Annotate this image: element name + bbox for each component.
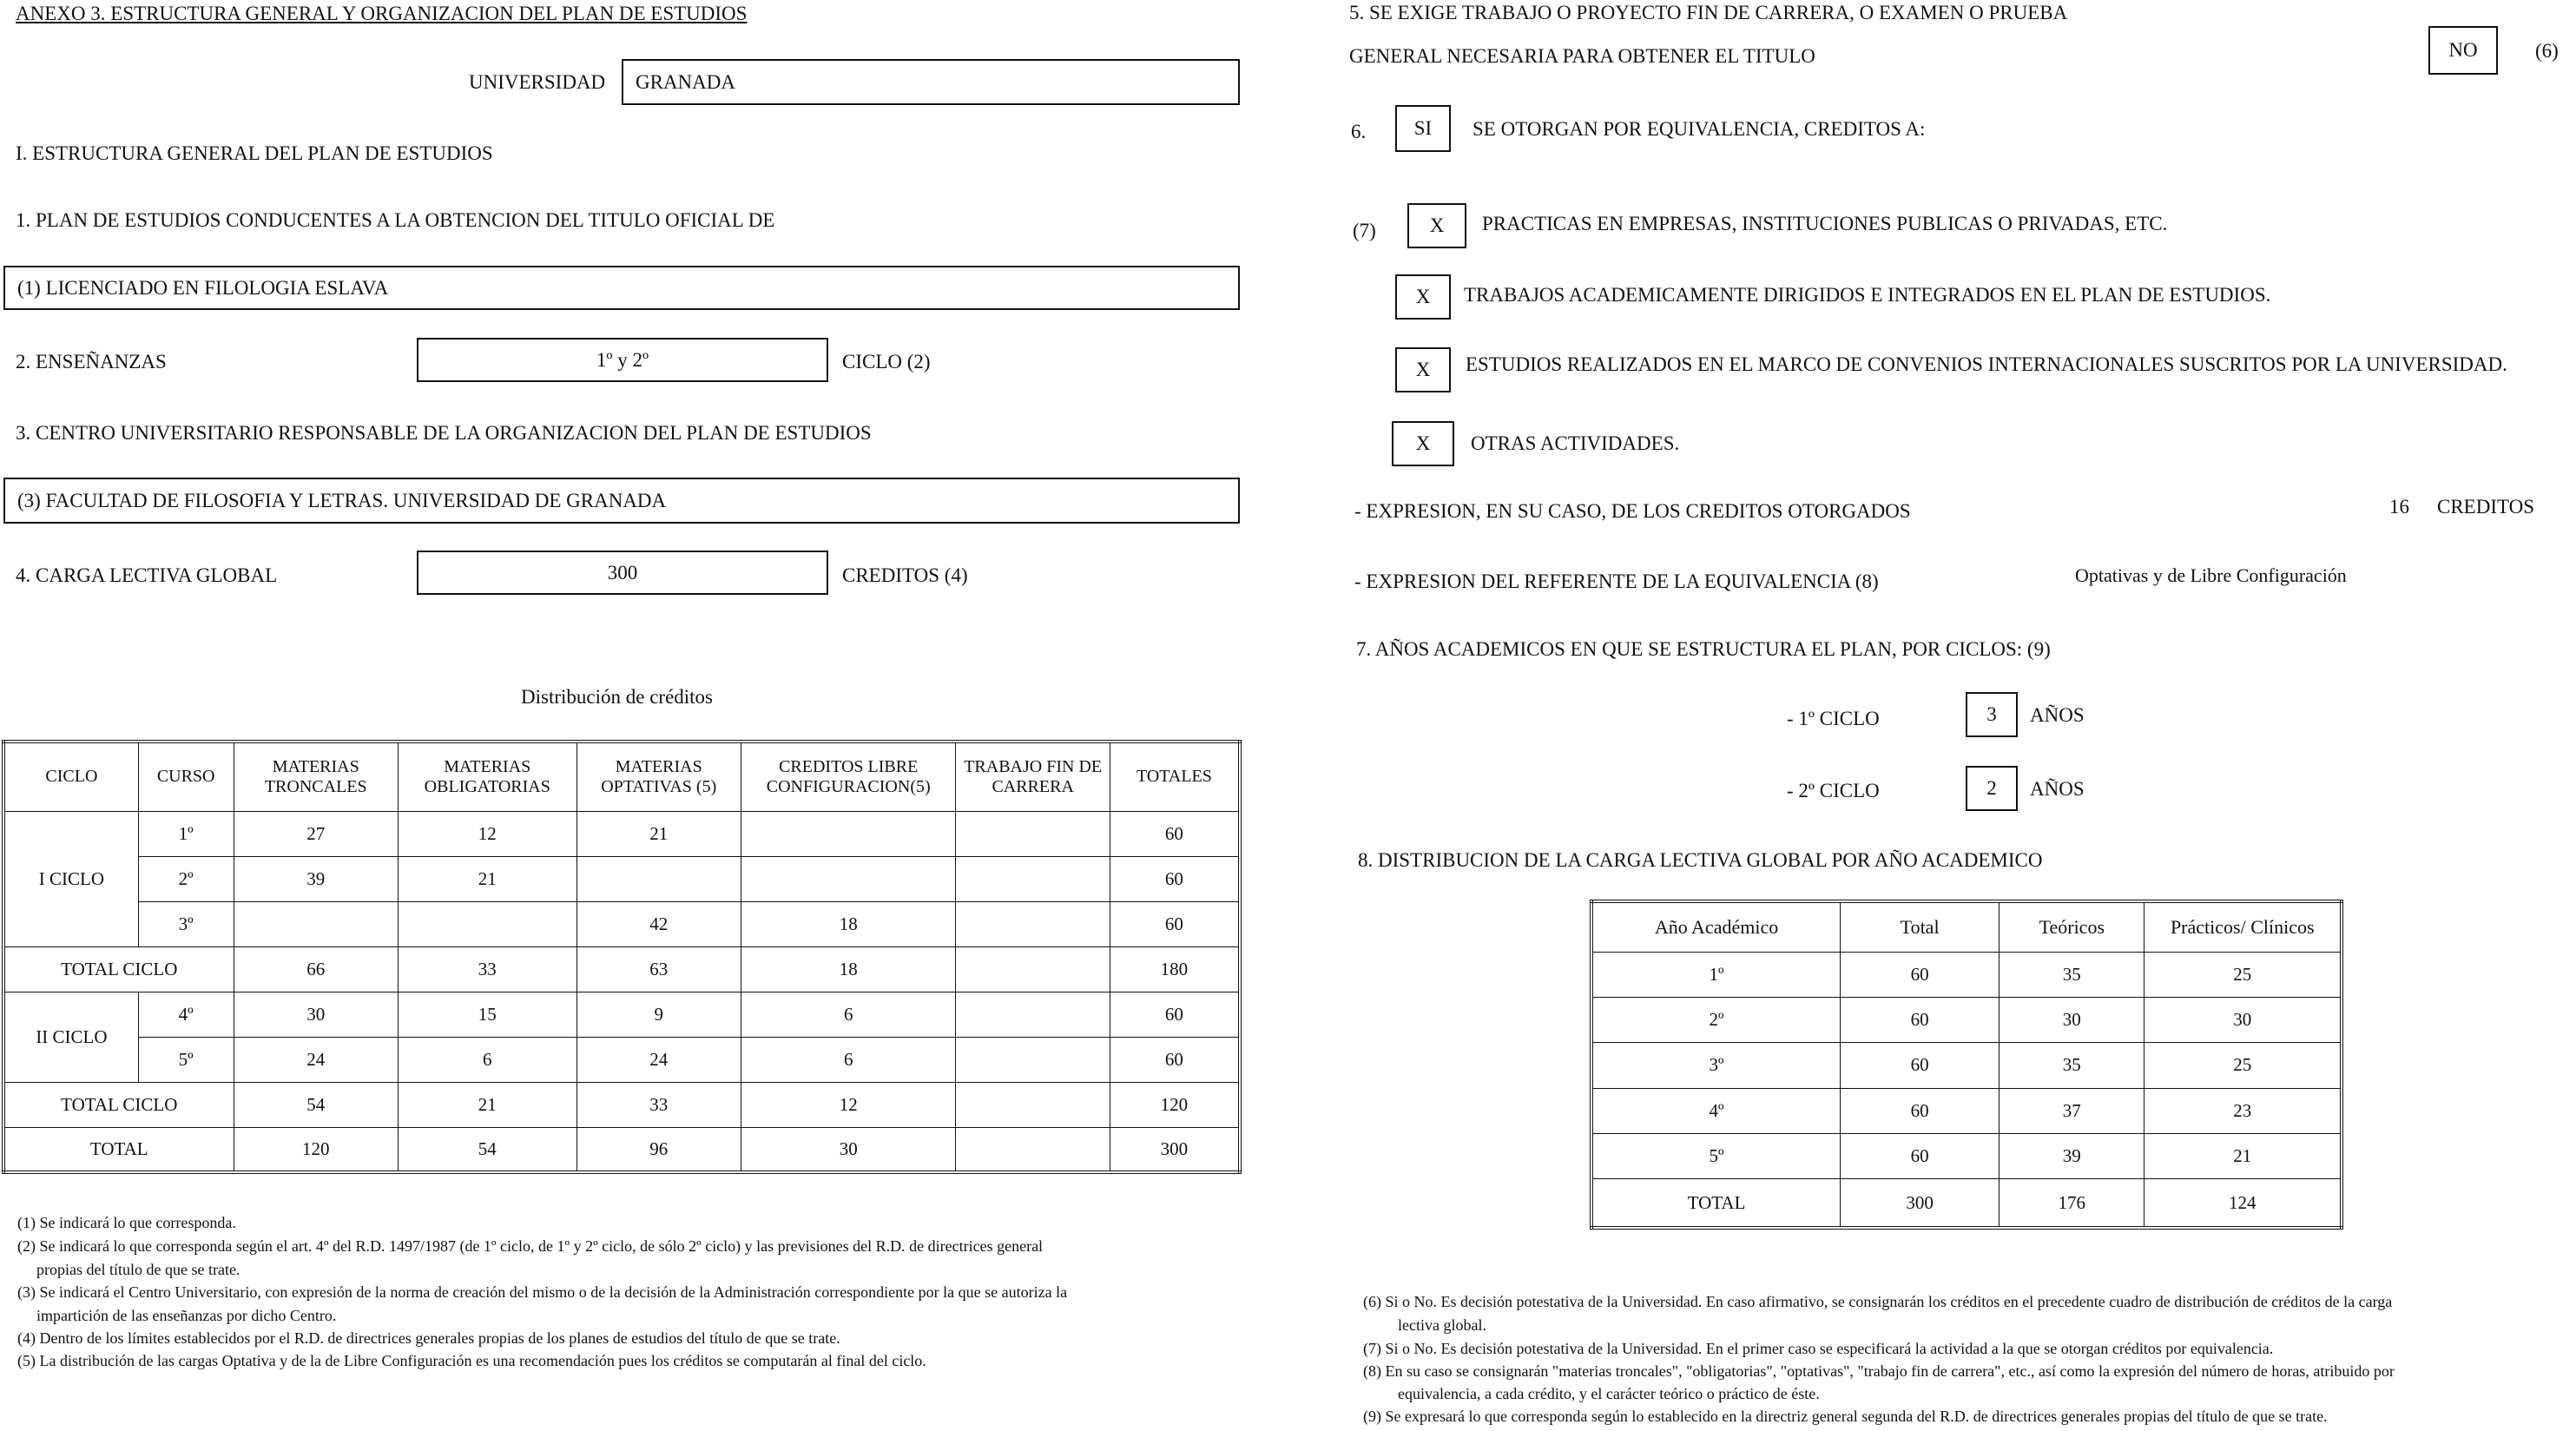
table-cell bbox=[956, 946, 1110, 992]
table-cell: 60 bbox=[1841, 998, 2000, 1043]
table-cell bbox=[956, 992, 1110, 1037]
ensenanzas-label: 2. ENSEÑANZAS bbox=[16, 351, 167, 373]
dist-title: Distribución de créditos bbox=[521, 686, 714, 708]
footnote-3-cont: impartición de las enseñanzas por dicho Centro. bbox=[36, 1307, 337, 1324]
credits-header-row bbox=[3, 742, 1240, 811]
table-cell: 60 bbox=[1841, 952, 2000, 997]
header-libre-config: CREDITOS LIBRE CONFIGURACION(5) bbox=[741, 742, 956, 811]
table-cell: 60 bbox=[1841, 1088, 2000, 1133]
check-mark: X bbox=[1429, 214, 1445, 236]
grand-total-row bbox=[1591, 1179, 2342, 1228]
table-row bbox=[1591, 998, 2342, 1043]
table-row bbox=[1591, 1088, 2342, 1133]
item7-number: (7) bbox=[1353, 220, 1376, 241]
table-cell bbox=[956, 1082, 1110, 1127]
ciclo1-years-box bbox=[1966, 692, 2018, 737]
table-cell: 120 bbox=[1110, 1082, 1240, 1127]
table-cell: 30 bbox=[741, 1127, 956, 1172]
table-cell: 180 bbox=[1110, 946, 1240, 992]
header-teoricos: Teóricos bbox=[2000, 901, 2144, 952]
footnote-3: (3) Se indicará el Centro Universitario, con expresión de la norma de creación del mismo o de la decisión de la Administración correspondiente por la que se autoriza la bbox=[17, 1283, 1068, 1301]
annex-title: ANEXO 3. ESTRUCTURA GENERAL Y ORGANIZACION DEL PLAN DE ESTUDIOS bbox=[16, 3, 748, 24]
header-optativas: MATERIAS OPTATIVAS (5) bbox=[576, 742, 741, 811]
footnote-4: (4) Dentro de los límites establecidos por el R.D. de directrices generales propias de los planes de estudios del título de que se trate. bbox=[17, 1329, 840, 1347]
table-cell: 39 bbox=[2000, 1133, 2144, 1178]
table-cell: 60 bbox=[1110, 992, 1240, 1037]
total-ciclo-row bbox=[3, 946, 1240, 992]
table-cell bbox=[234, 901, 398, 946]
table-cell: 39 bbox=[234, 856, 398, 901]
grand-total-row bbox=[3, 1127, 1240, 1172]
checkbox-practicas bbox=[1407, 203, 1466, 248]
footnote-2-cont: propias del título de que se trate. bbox=[36, 1261, 240, 1278]
footnote-7: (7) Si o No. Es decisión potestativa de la Universidad. En el primer caso se especificará la actividad a la que se otorgan créditos por equivalencia. bbox=[1363, 1340, 2274, 1357]
carga-suffix: CREDITOS (4) bbox=[842, 564, 968, 586]
ciclo1-cell: I CICLO bbox=[3, 811, 138, 946]
university-label: UNIVERSIDAD bbox=[469, 71, 606, 93]
curso-cell: 4º bbox=[138, 992, 234, 1037]
table-cell: 21 bbox=[398, 856, 576, 901]
table-cell: 96 bbox=[576, 1127, 741, 1172]
item6-number: 6. bbox=[1351, 121, 1367, 142]
header-total: Total bbox=[1841, 901, 2000, 952]
table-row bbox=[3, 901, 1240, 946]
university-value: GRANADA bbox=[636, 70, 735, 93]
item8-title: 8. DISTRIBUCION DE LA CARGA LECTIVA GLOBAL POR AÑO ACADEMICO bbox=[1358, 849, 2043, 871]
ciclo2-label: - 2º CICLO bbox=[1787, 780, 1880, 801]
total-ciclo-label: TOTAL CICLO bbox=[3, 1082, 234, 1127]
ciclo2-cell: II CICLO bbox=[3, 992, 138, 1082]
checkbox-otras bbox=[1392, 421, 1454, 466]
expr-creditos-unit: CREDITOS bbox=[2437, 496, 2535, 518]
check-mark: X bbox=[1415, 432, 1431, 454]
header-ano: Año Académico bbox=[1591, 901, 1841, 952]
table-cell: 21 bbox=[398, 1082, 576, 1127]
table-cell: 9 bbox=[576, 992, 741, 1037]
table-cell: 6 bbox=[741, 992, 956, 1037]
year-cell: 5º bbox=[1591, 1133, 1841, 1178]
carga-value: 300 bbox=[607, 561, 638, 584]
table-cell: 15 bbox=[398, 992, 576, 1037]
check-mark: X bbox=[1415, 359, 1431, 380]
item7-title: 7. AÑOS ACADEMICOS EN QUE SE ESTRUCTURA EL PLAN, POR CICLOS: (9) bbox=[1356, 638, 2051, 660]
table-cell: 60 bbox=[1110, 811, 1240, 856]
table-cell: 124 bbox=[2144, 1179, 2342, 1228]
table-cell: 35 bbox=[2000, 952, 2144, 997]
table-cell: 60 bbox=[1110, 901, 1240, 946]
table-cell: 30 bbox=[2144, 998, 2342, 1043]
item6-answer: SI bbox=[1413, 117, 1433, 139]
table-cell: 21 bbox=[2144, 1133, 2342, 1178]
section-i-heading: I. ESTRUCTURA GENERAL DEL PLAN DE ESTUDIOS bbox=[16, 142, 493, 164]
table-cell bbox=[956, 1127, 1110, 1172]
table-cell bbox=[956, 856, 1110, 901]
table-cell: 60 bbox=[1110, 856, 1240, 901]
carga-field bbox=[417, 551, 828, 595]
check-label-estudios: ESTUDIOS REALIZADOS EN EL MARCO DE CONVENIOS INTERNACIONALES SUSCRITOS POR LA UNIVERSIDAD. bbox=[1466, 353, 2507, 375]
centro-field bbox=[3, 478, 1240, 524]
table-cell: 18 bbox=[741, 946, 956, 992]
table-cell: 12 bbox=[398, 811, 576, 856]
table-cell: 24 bbox=[234, 1037, 398, 1082]
university-field bbox=[622, 59, 1240, 105]
item5-note: (6) bbox=[2535, 40, 2559, 62]
footnote-8: (8) En su caso se consignarán "materias troncales", "obligatorias", "optativas", "trabajo fin de carrera", etc., así como la expresión del número de horas, atribuido por bbox=[1363, 1362, 2395, 1380]
header-trabajo-fin: TRABAJO FIN DE CARRERA bbox=[956, 742, 1110, 811]
header-obligatorias: MATERIAS OBLIGATORIAS bbox=[398, 742, 576, 811]
ciclo1-label: - 1º CICLO bbox=[1787, 708, 1880, 729]
checkbox-trabajos bbox=[1395, 274, 1451, 320]
table-cell: 21 bbox=[576, 811, 741, 856]
ensenanzas-suffix: CICLO (2) bbox=[842, 351, 931, 373]
table-cell bbox=[576, 856, 741, 901]
table-cell bbox=[398, 901, 576, 946]
carga-label: 4. CARGA LECTIVA GLOBAL bbox=[16, 564, 278, 586]
item1-label: 1. PLAN DE ESTUDIOS CONDUCENTES A LA OBTENCION DEL TITULO OFICIAL DE bbox=[16, 209, 775, 231]
header-curso: CURSO bbox=[138, 742, 234, 811]
table-cell: 60 bbox=[1841, 1043, 2000, 1088]
item5-answer: NO bbox=[2448, 39, 2478, 61]
ciclo2-years-box bbox=[1966, 766, 2018, 811]
table-cell: 60 bbox=[1841, 1133, 2000, 1178]
check-label-practicas: PRACTICAS EN EMPRESAS, INSTITUCIONES PUBLICAS O PRIVADAS, ETC. bbox=[1482, 213, 2168, 234]
year-cell: 2º bbox=[1591, 998, 1841, 1043]
ensenanzas-value: 1º y 2º bbox=[596, 348, 649, 371]
header-ciclo: CICLO bbox=[3, 742, 138, 811]
curso-cell: 2º bbox=[138, 856, 234, 901]
table-cell: 54 bbox=[398, 1127, 576, 1172]
checkbox-estudios bbox=[1395, 347, 1451, 392]
expr-creditos-value: 16 bbox=[2389, 496, 2409, 518]
item6-text: SE OTORGAN POR EQUIVALENCIA, CREDITOS A: bbox=[1472, 118, 1926, 140]
table-row bbox=[3, 992, 1240, 1037]
table-cell bbox=[741, 856, 956, 901]
table-cell: 30 bbox=[234, 992, 398, 1037]
item5-answer-box bbox=[2428, 26, 2498, 75]
titulo-value: (1) LICENCIADO EN FILOLOGIA ESLAVA bbox=[17, 276, 389, 299]
item5-line2: GENERAL NECESARIA PARA OBTENER EL TITULO bbox=[1349, 45, 1815, 67]
table-cell: 27 bbox=[234, 811, 398, 856]
table-row bbox=[3, 811, 1240, 856]
footnote-9: (9) Se expresará lo que corresponda según lo establecido en la directriz general segunda del R.D. de directrices generales propias del título de que se trate. bbox=[1363, 1408, 2328, 1425]
table-row bbox=[1591, 1043, 2342, 1088]
table-cell: 30 bbox=[2000, 998, 2144, 1043]
expr-referente-label: - EXPRESION DEL REFERENTE DE LA EQUIVALENCIA (8) bbox=[1354, 570, 1879, 592]
footnote-5: (5) La distribución de las cargas Optativa y de la de Libre Configuración es una recomendación pues los créditos se computarán al final del ciclo. bbox=[17, 1352, 926, 1369]
table-cell bbox=[956, 901, 1110, 946]
curso-cell: 3º bbox=[138, 901, 234, 946]
footnote-1: (1) Se indicará lo que corresponda. bbox=[17, 1214, 236, 1231]
table-cell: 60 bbox=[1110, 1037, 1240, 1082]
table-cell: 63 bbox=[576, 946, 741, 992]
table-cell: 42 bbox=[576, 901, 741, 946]
table-row bbox=[3, 1037, 1240, 1082]
check-label-trabajos: TRABAJOS ACADEMICAMENTE DIRIGIDOS E INTEGRADOS EN EL PLAN DE ESTUDIOS. bbox=[1464, 284, 2271, 306]
table-cell: 25 bbox=[2144, 952, 2342, 997]
curso-cell: 1º bbox=[138, 811, 234, 856]
curso-cell: 5º bbox=[138, 1037, 234, 1082]
table-cell: 12 bbox=[741, 1082, 956, 1127]
table-cell: 6 bbox=[741, 1037, 956, 1082]
table-cell: 37 bbox=[2000, 1088, 2144, 1133]
check-label-otras: OTRAS ACTIVIDADES. bbox=[1471, 432, 1680, 454]
table-cell: 24 bbox=[576, 1037, 741, 1082]
check-mark: X bbox=[1415, 286, 1431, 307]
footnote-6: (6) Si o No. Es decisión potestativa de la Universidad. En caso afirmativo, se consignarán los créditos en el precedente cuadro de distribución de créditos de la carga bbox=[1363, 1293, 2393, 1310]
table-cell: 33 bbox=[576, 1082, 741, 1127]
item5-line1: 5. SE EXIGE TRABAJO O PROYECTO FIN DE CARRERA, O EXAMEN O PRUEBA bbox=[1349, 2, 2068, 23]
year-cell: 3º bbox=[1591, 1043, 1841, 1088]
item6-answer-box bbox=[1395, 105, 1451, 152]
year-cell: 4º bbox=[1591, 1088, 1841, 1133]
ciclo1-unit: AÑOS bbox=[2030, 704, 2085, 726]
table-cell: 54 bbox=[234, 1082, 398, 1127]
total-label: TOTAL bbox=[1591, 1179, 1841, 1228]
table-cell bbox=[741, 811, 956, 856]
table-cell: 300 bbox=[1110, 1127, 1240, 1172]
table-row bbox=[3, 856, 1240, 901]
expr-referente-value: Optativas y de Libre Configuración bbox=[2075, 564, 2347, 586]
table-cell: 18 bbox=[741, 901, 956, 946]
table-row bbox=[1591, 952, 2342, 997]
table-cell: 33 bbox=[398, 946, 576, 992]
titulo-field bbox=[3, 266, 1240, 310]
total-label: TOTAL bbox=[3, 1127, 234, 1172]
table-cell: 176 bbox=[2000, 1179, 2144, 1228]
header-troncales: MATERIAS TRONCALES bbox=[234, 742, 398, 811]
table-cell: 120 bbox=[234, 1127, 398, 1172]
ciclo1-years: 3 bbox=[1986, 703, 1997, 725]
ciclo2-years: 2 bbox=[1986, 777, 1997, 799]
footnote-8-cont: equivalencia, a cada crédito, y el carácter teórico o práctico de éste. bbox=[1398, 1385, 1820, 1402]
carga-header-row bbox=[1591, 901, 2342, 952]
item3-label: 3. CENTRO UNIVERSITARIO RESPONSABLE DE LA ORGANIZACION DEL PLAN DE ESTUDIOS bbox=[16, 422, 872, 444]
table-cell: 35 bbox=[2000, 1043, 2144, 1088]
header-practicos: Prácticos/ Clínicos bbox=[2144, 901, 2342, 952]
header-totales: TOTALES bbox=[1110, 742, 1240, 811]
expr-creditos-label: - EXPRESION, EN SU CASO, DE LOS CREDITOS OTORGADOS bbox=[1354, 500, 1911, 522]
table-row bbox=[1591, 1133, 2342, 1178]
table-cell: 25 bbox=[2144, 1043, 2342, 1088]
footnote-2: (2) Se indicará lo que corresponda según el art. 4º del R.D. 1497/1987 (de 1º ciclo, de 1º y 2º ciclo, de sólo 2º ciclo) y las previsiones del R.D. de directrices general bbox=[17, 1237, 1044, 1255]
table-cell: 23 bbox=[2144, 1088, 2342, 1133]
ciclo2-unit: AÑOS bbox=[2030, 778, 2085, 800]
table-cell: 6 bbox=[398, 1037, 576, 1082]
centro-value: (3) FACULTAD DE FILOSOFIA Y LETRAS. UNIVERSIDAD DE GRANADA bbox=[17, 489, 667, 511]
table-cell: 66 bbox=[234, 946, 398, 992]
year-cell: 1º bbox=[1591, 952, 1841, 997]
credits-table bbox=[2, 740, 1242, 1174]
ensenanzas-field bbox=[417, 338, 828, 382]
total-ciclo-row bbox=[3, 1082, 1240, 1127]
table-cell bbox=[956, 811, 1110, 856]
footnote-6-cont: lectiva global. bbox=[1398, 1316, 1486, 1334]
table-cell: 300 bbox=[1841, 1179, 2000, 1228]
table-cell bbox=[956, 1037, 1110, 1082]
total-ciclo-label: TOTAL CICLO bbox=[3, 946, 234, 992]
carga-por-ano-table bbox=[1590, 900, 2343, 1230]
